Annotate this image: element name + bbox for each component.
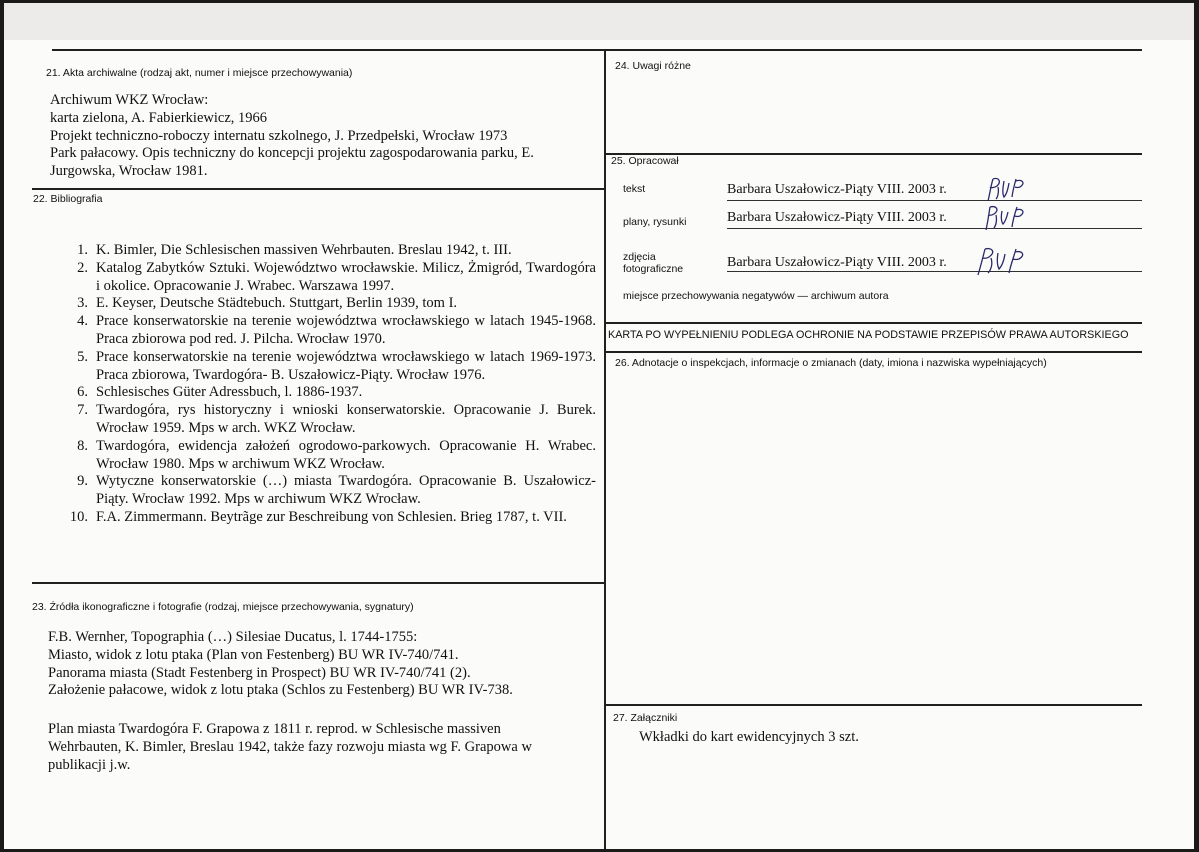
scan-top-strip (4, 3, 1194, 40)
source-line: publikacji j.w. (48, 756, 131, 773)
archive-line: Projekt techniczno-roboczy internatu szkolnego, J. Przedpełski, Wrocław 1973 (50, 127, 508, 144)
section-24-label: 24. Uwagi różne (615, 60, 691, 72)
source-line: Założenie pałacowe, widok z lotu ptaka (Schlos zu Festenberg) BU WR IV-738. (48, 682, 513, 699)
attachments-text: Wkładki do kart ewidencyjnych 3 szt. (639, 729, 859, 745)
top-rule (52, 49, 1142, 51)
source-line: F.B. Wernher, Topographia (…) Silesiae Ducatus, l. 1744-1755: (48, 629, 418, 645)
archive-line: karta zielona, A. Fabierkiewicz, 1966 (50, 109, 268, 126)
author-row-value-text: Barbara Uszałowicz-Piąty VIII. 2003 r. (727, 182, 947, 197)
section-23-plan-note (48, 721, 532, 774)
archive-line: Jurgowska, Wrocław 1981. (50, 163, 208, 180)
section-21-text (50, 92, 534, 181)
section-23-label: 23. Źródła ikonograficzne i fotografie (rodzaj, miejsce przechowywania, sygnatury) (32, 601, 414, 613)
signature-line (727, 271, 1142, 272)
center-divider (604, 49, 606, 849)
bibliography-item: 9. Wytyczne konserwatorskie (…) miasta Twardogóra. Opracowanie B. Uszałowicz-Piąty. Wrocław 1992. Mps w archiwum WKZ Wrocław. (77, 473, 596, 508)
rule-21-22 (32, 188, 604, 190)
signature-line (727, 228, 1142, 229)
source-line: Panorama miasta (Stadt Festenberg in Prospect) BU WR IV-740/741 (2). (48, 664, 471, 681)
bibliography-item: 2. Katalog Zabytków Sztuki. Województwo wrocławskie. Milicz, Żmigród, Twardogóra i okolice. Opracowanie J. Wrabec. Warszawa 1997. (77, 259, 596, 294)
section-27-label: 27. Załączniki (613, 712, 678, 724)
bibliography-item: 5. Prace konserwatorskie na terenie województwa wrocławskiego w latach 1969-1973. Praca zbiorowa, Twardogóra- B. Uszałowicz-Piąty. Wrocław 1976. (77, 348, 596, 383)
source-line: Plan miasta Twardogóra F. Grapowa z 1811 r. reprod. w Schlesische massiven (48, 721, 501, 737)
negatives-storage-note: miejsce przechowywania negatywów — archiwum autora (623, 290, 889, 302)
author-row-value-photos: Barbara Uszałowicz-Piąty VIII. 2003 r. (727, 255, 947, 270)
rule-copyright-26 (606, 351, 1142, 353)
source-line: Wehrbauten, K. Bimler, Breslau 1942, także fazy rozwoju miasta wg F. Grapowa w (48, 738, 532, 755)
section-26-label: 26. Adnotacje o inspekcjach, informacje o zmianach (daty, imiona i nazwiska wypełniających) (615, 357, 1047, 369)
bibliography-item: 10. F.A. Zimmermann. Beytrãge zur Beschreibung von Schlesien. Brieg 1787, t. VII. (69, 508, 567, 525)
signature-line (727, 200, 1142, 201)
rule-24-25 (606, 153, 1142, 155)
bibliography-item: 8. Twardogóra, ewidencja założeń ogrodowo-parkowych. Opracowanie H. Wrabec. Wrocław 1980. Mps w archiwum WKZ Wrocław. (77, 437, 596, 472)
archive-line: Park pałacowy. Opis techniczny do koncepcji projektu zagospodarowania parku, E. (50, 145, 534, 162)
signature-mark (978, 203, 1038, 233)
author-row-value-plans: Barbara Uszałowicz-Piąty VIII. 2003 r. (727, 210, 947, 225)
rule-22-23 (32, 582, 604, 584)
bibliography-item: 7. Twardogóra, rys historyczny i wnioski konserwatorskie. Opracowanie J. Burek. Wrocław 1959. Mps w arch. WKZ Wrocław. (77, 402, 596, 436)
section-23-sources (48, 629, 513, 700)
bibliography-item: 1. K. Bimler, Die Schlesischen massiven Wehrbauten. Breslau 1942, t. III. (77, 242, 512, 258)
bibliography-item: 6. Schlesisches Güter Adressbuch, l. 1886-1937. (77, 384, 363, 401)
section-22-label: 22. Bibliografia (33, 193, 103, 205)
archive-line: Archiwum WKZ Wrocław: (50, 92, 209, 108)
bibliography-list (46, 242, 596, 527)
rule-25-copyright (606, 322, 1142, 324)
signature-mark (982, 175, 1042, 205)
copyright-notice: KARTA PO WYPEŁNIENIU PODLEGA OCHRONIE NA PODSTAWIE PRZEPISÓW PRAWA AUTORSKIEGO (608, 329, 1129, 341)
section-25-label: 25. Opracował (611, 155, 679, 167)
author-row-label-photos: zdjęcia fotograficzne (623, 251, 684, 275)
record-card-page (4, 3, 1194, 849)
section-21-label: 21. Akta archiwalne (rodzaj akt, numer i miejsce przechowywania) (46, 67, 353, 79)
source-line: Miasto, widok z lotu ptaka (Plan von Festenberg) BU WR IV-740/741. (48, 646, 459, 663)
bibliography-item: 3. E. Keyser, Deutsche Städtebuch. Stuttgart, Berlin 1939, tom I. (77, 295, 458, 312)
bibliography-item: 4. Prace konserwatorskie na terenie województwa wrocławskiego w latach 1945-1968. Praca zbiorowa pod red. J. Pilcha. Wrocław 1970. (77, 313, 596, 347)
signature-mark (972, 245, 1042, 279)
author-row-label-text: tekst (623, 183, 646, 195)
author-row-label-plans: plany, rysunki (623, 216, 687, 228)
rule-26-27 (606, 704, 1142, 706)
